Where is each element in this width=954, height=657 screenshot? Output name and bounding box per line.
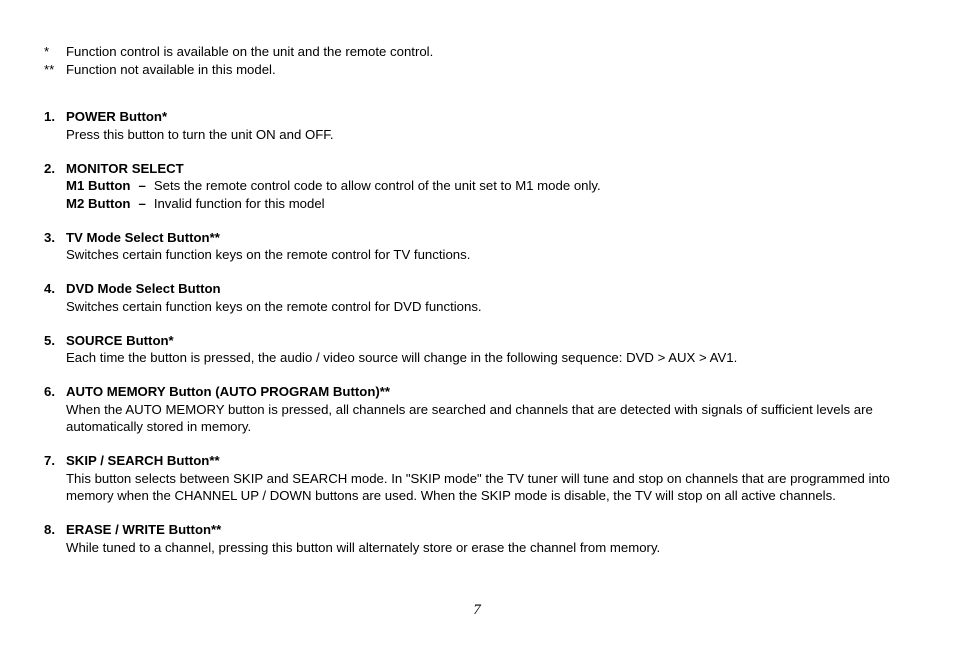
list-item-dvd-mode [44, 280, 914, 315]
item-number: 1. [44, 109, 55, 124]
item-description: Switches certain function keys on the remote control for DVD functions. [66, 298, 482, 314]
note-mark: * [44, 44, 50, 59]
note-double-asterisk [44, 61, 433, 79]
footnotes [44, 43, 433, 78]
list-item-power [44, 108, 914, 143]
item-description: While tuned to a channel, pressing this button will alternately store or erase the channel from memory. [66, 539, 661, 555]
item-title: ERASE / WRITE Button** [66, 522, 222, 537]
item-description: Switches certain function keys on the remote control for TV functions. [66, 247, 471, 262]
m2-label: M2 Button [66, 195, 131, 211]
item-description: Press this button to turn the unit ON and OFF. [66, 126, 334, 142]
list-item-monitor-select [44, 160, 914, 213]
m2-button-row [66, 195, 914, 213]
list-item-tv-mode [44, 229, 914, 264]
item-number: 5. [44, 332, 55, 348]
button-function-list [44, 108, 914, 573]
item-title: POWER Button* [66, 109, 168, 124]
dash: – [138, 195, 146, 211]
item-title: AUTO MEMORY Button (AUTO PROGRAM Button)** [66, 384, 391, 399]
list-item-auto-memory [44, 383, 914, 436]
item-number: 2. [44, 160, 55, 176]
list-item-source [44, 332, 914, 367]
item-title: MONITOR SELECT [66, 160, 184, 176]
note-single-asterisk [44, 43, 433, 61]
dash: – [138, 178, 146, 193]
item-title: DVD Mode Select Button [66, 281, 221, 296]
item-title: SKIP / SEARCH Button** [66, 453, 220, 468]
list-item-skip-search [44, 452, 914, 505]
item-number: 4. [44, 281, 55, 296]
list-item-erase-write [44, 521, 914, 556]
note-text: Function not available in this model. [66, 61, 276, 77]
item-title: TV Mode Select Button** [66, 229, 220, 245]
note-text: Function control is available on the unit and the remote control. [66, 44, 434, 59]
item-number: 7. [44, 453, 55, 468]
m1-label: M1 Button [66, 178, 131, 193]
item-title: SOURCE Button* [66, 332, 174, 348]
item-description: When the AUTO MEMORY button is pressed, all channels are searched and channels that are detected with signals of sufficient levels are automatically stored in memory. [66, 401, 873, 434]
page-number: 7 [473, 602, 481, 618]
m1-button-row [66, 177, 914, 195]
m1-description: Sets the remote control code to allow control of the unit set to M1 mode only. [153, 178, 601, 193]
m2-description: Invalid function for this model [153, 195, 325, 211]
item-number: 6. [44, 384, 55, 399]
item-description: Each time the button is pressed, the audio / video source will change in the following sequence: DVD > AUX > AV1. [66, 350, 738, 365]
note-mark: ** [44, 61, 55, 77]
item-number: 8. [44, 522, 55, 537]
item-description: This button selects between SKIP and SEARCH mode. In "SKIP mode" the TV tuner will tune and stop on channels that are programmed into memory when the CHANNEL UP / DOWN buttons are used. When the SKIP mode is disable, the TV will stop on all active channels. [66, 470, 890, 503]
item-number: 3. [44, 229, 55, 245]
